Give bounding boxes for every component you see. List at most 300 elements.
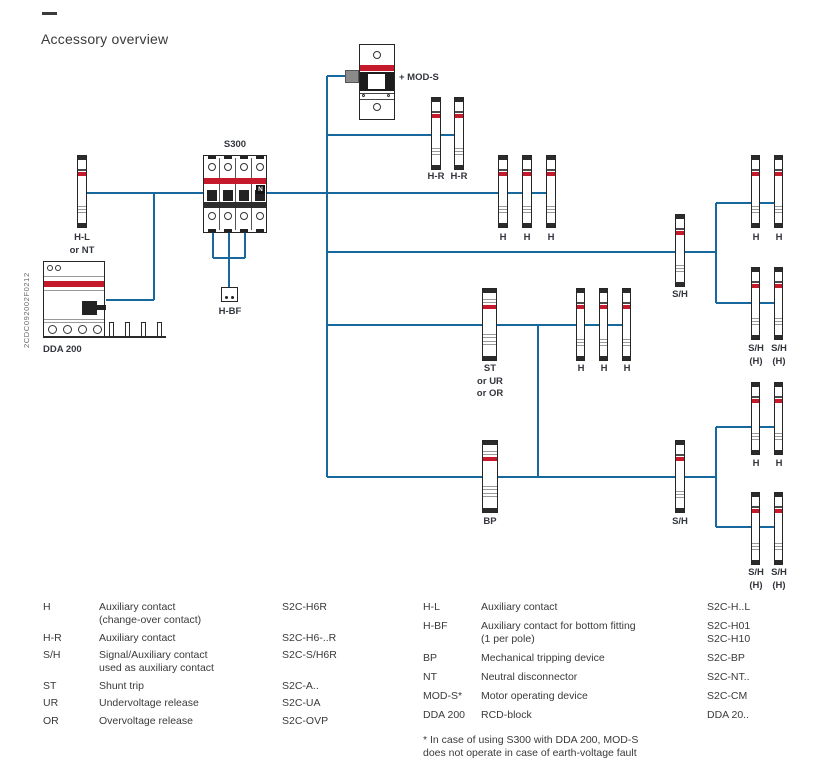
node-label (70, 232, 95, 257)
module-mark (577, 345, 584, 346)
dda-toggle (82, 301, 97, 315)
module-mark (775, 281, 782, 283)
module-mark (752, 324, 759, 325)
module-mark (455, 148, 463, 149)
dda-busbar-pin (109, 322, 114, 337)
legend-row (423, 620, 803, 646)
module-mark (523, 172, 531, 176)
node-label-line: H-L (74, 232, 90, 243)
module-mark (432, 154, 440, 155)
module-mark (483, 451, 497, 452)
module-bottom-cap (547, 223, 555, 227)
legend-description (481, 671, 707, 684)
node-label-line: H (623, 363, 631, 374)
legend-term-text: DDA 200 (423, 709, 466, 721)
legend-description-line: Motor operating device (481, 690, 588, 702)
legend-row (43, 601, 383, 627)
module-bottom-cap (577, 356, 584, 360)
legend-code-line: S2C-H10 (707, 633, 751, 645)
module-mark (78, 172, 86, 176)
s300-mid-bar (204, 202, 266, 208)
module-mark (483, 493, 497, 494)
s300-divider (251, 158, 252, 230)
dda-screw (47, 265, 53, 271)
legend-term-text: H-BF (423, 620, 448, 632)
node-label (428, 171, 445, 184)
node-label (776, 458, 783, 471)
module-bottom-cap (523, 223, 531, 227)
module-top-cap (752, 156, 759, 160)
module-mark (752, 209, 759, 210)
module-mark (775, 546, 782, 547)
module-mark (775, 212, 782, 213)
dda-busbar-pin (157, 322, 162, 337)
module-mark (676, 454, 684, 456)
module-top-cap (483, 289, 496, 293)
module-mark (78, 206, 86, 207)
module-mark (775, 436, 782, 437)
legend-code (282, 649, 383, 675)
module-top-cap (752, 268, 759, 272)
dda-busbar-pin (125, 322, 130, 337)
legend-description-line: Neutral disconnector (481, 671, 578, 683)
module-mark (623, 305, 630, 309)
legend-term (43, 697, 99, 710)
s300-breaker (203, 155, 267, 233)
node-label (477, 363, 503, 401)
node-label-line: H-R (450, 171, 468, 182)
s300-terminal-top (256, 156, 264, 159)
legend-term (423, 620, 481, 646)
legend-term-text: H (43, 601, 51, 613)
mod-s-screw-bottom (373, 103, 381, 111)
module-top-cap (78, 156, 86, 160)
legend-code (707, 601, 803, 614)
legend-term-text: NT (423, 671, 437, 683)
legend-row (423, 690, 803, 703)
node-label (500, 232, 507, 245)
node-label-line: H-R (427, 171, 445, 182)
legend-term (423, 652, 481, 665)
accessory-module (498, 155, 508, 228)
dda-terminal (93, 325, 102, 334)
module-mark (483, 341, 496, 342)
accessory-module (751, 155, 760, 228)
module-mark (499, 172, 507, 176)
mod-s-rail-dot (387, 94, 390, 97)
s300-terminal-bottom (208, 229, 216, 232)
module-mark (547, 206, 555, 207)
legend-description-line: Mechanical tripping device (481, 652, 605, 664)
module-mark (752, 396, 759, 398)
legend-term-text: H-R (43, 631, 62, 644)
dda-line (44, 322, 104, 323)
module-mark (775, 284, 782, 288)
legend-code-line: S2C-CM (707, 690, 748, 702)
module-bottom-cap (752, 223, 759, 227)
node-label-line: H (499, 232, 507, 243)
legend-footnote (423, 734, 803, 760)
accessory-module (522, 155, 532, 228)
node-label-line: S300 (223, 139, 247, 150)
s300-screw-bottom (240, 212, 248, 220)
legend-term-text: BP (423, 652, 438, 664)
dda-busbar-rail (43, 336, 166, 338)
legend-row (43, 680, 383, 693)
module-mark (623, 345, 630, 346)
node-label-line: H-BF (218, 306, 242, 317)
accessory-module (675, 214, 685, 287)
legend-code (282, 715, 383, 728)
accessory-module (751, 382, 760, 455)
module-mark (483, 496, 497, 497)
accessory-module (751, 267, 760, 340)
node-label-line: S/H (748, 343, 764, 354)
legend-description-line: Shunt trip (99, 679, 144, 692)
module-mark (775, 399, 782, 403)
module-mark (775, 433, 782, 434)
module-mark (775, 439, 782, 440)
module-mark (752, 399, 759, 403)
node-label-line: H (752, 232, 760, 243)
module-mark (432, 114, 440, 118)
h-bf-contact (221, 287, 238, 302)
accessory-module (675, 440, 685, 513)
legend-code (282, 697, 383, 710)
module-mark (775, 324, 782, 325)
legend-row (423, 601, 803, 614)
module-mark (775, 209, 782, 210)
legend-code (707, 709, 803, 722)
module-bottom-cap (483, 508, 497, 512)
module-mark (523, 209, 531, 210)
dda200-rcd-block (43, 261, 105, 337)
legend-term (43, 649, 99, 675)
legend-code-line: S2C-A.. (282, 679, 319, 692)
module-mark (676, 265, 684, 266)
mod-s-device (359, 44, 395, 120)
legend-term (43, 680, 99, 693)
module-top-cap (752, 493, 759, 497)
accessory-module (599, 288, 608, 361)
dda-line (44, 319, 104, 320)
module-mark (752, 281, 759, 283)
s300-terminal-bottom (256, 229, 264, 232)
module-mark (775, 169, 782, 171)
module-top-cap (499, 156, 507, 160)
accessory-module (622, 288, 631, 361)
module-mark (752, 546, 759, 547)
legend-term-text: H-L (423, 601, 440, 613)
module-mark (752, 212, 759, 213)
module-mark (483, 305, 496, 309)
legend-description (481, 601, 707, 614)
node-label-line: S/H (748, 567, 764, 578)
legend-row (43, 632, 383, 645)
module-mark (676, 231, 684, 235)
module-mark (775, 543, 782, 544)
module-top-cap (676, 441, 684, 445)
module-bottom-cap (676, 508, 684, 512)
module-mark (623, 302, 630, 304)
module-top-cap (523, 156, 531, 160)
legend-description (481, 690, 707, 703)
legend-term-text: ST (43, 679, 57, 692)
module-mark (752, 506, 759, 508)
accessory-module (576, 288, 585, 361)
module-top-cap (775, 156, 782, 160)
node-label-line: S/H (672, 516, 688, 527)
module-bottom-cap (752, 560, 759, 564)
mod-s-red-band (360, 65, 394, 71)
node-label (748, 343, 764, 368)
dda-red-stripe (44, 281, 104, 287)
legend-code-line: S2C-H6-..R (282, 631, 337, 644)
s300-divider (219, 158, 220, 230)
accessory-module (546, 155, 556, 228)
module-mark (676, 497, 684, 498)
dda-busbar-pin (141, 322, 146, 337)
legend-right-column (423, 601, 803, 760)
accessory-module (751, 492, 760, 565)
module-mark (78, 169, 86, 171)
module-mark (752, 318, 759, 319)
accessory-module (774, 492, 783, 565)
module-mark (752, 172, 759, 176)
module-mark (600, 342, 607, 343)
legend-description (99, 649, 282, 675)
legend-description (481, 652, 707, 665)
document-code-vertical: 2CDC092002F0212 (22, 272, 31, 348)
module-bottom-cap (752, 335, 759, 339)
node-label (524, 232, 531, 245)
legend-code-line: DDA 20.. (707, 709, 750, 721)
module-mark (752, 321, 759, 322)
node-label (748, 567, 764, 592)
module-mark (623, 339, 630, 340)
module-top-cap (775, 493, 782, 497)
module-bottom-cap (775, 335, 782, 339)
module-bottom-cap (623, 356, 630, 360)
node-label (601, 363, 608, 376)
h-bf-dot (225, 296, 228, 299)
dda-terminal (63, 325, 72, 334)
node-label-line: or OR (476, 388, 504, 399)
module-mark (775, 509, 782, 513)
legend-code-line: S2C-H01 (707, 620, 751, 632)
module-mark (483, 489, 497, 490)
module-bottom-cap (752, 450, 759, 454)
module-mark (455, 151, 463, 152)
legend-code (282, 632, 383, 645)
node-label (483, 516, 496, 529)
accessory-module (774, 267, 783, 340)
module-mark (547, 169, 555, 171)
module-mark (78, 212, 86, 213)
module-mark (775, 506, 782, 508)
legend-description-line: Overvoltage release (99, 714, 193, 727)
module-top-cap (483, 441, 497, 445)
dda-terminal (78, 325, 87, 334)
s300-red-band (204, 178, 266, 184)
module-mark (483, 344, 496, 345)
node-label (776, 232, 783, 245)
node-label-line: (H) (772, 579, 786, 591)
dda-line (44, 290, 104, 291)
s300-terminal-top (208, 156, 216, 159)
module-top-cap (775, 383, 782, 387)
legend-description-line: Auxiliary contact (99, 631, 176, 644)
module-top-cap (600, 289, 607, 293)
module-bottom-cap (600, 356, 607, 360)
legend-description-line: Auxiliary contact (481, 601, 558, 613)
module-bottom-cap (775, 450, 782, 454)
module-mark (577, 302, 584, 304)
legend-code (282, 601, 383, 627)
dda-line (44, 276, 104, 277)
module-mark (432, 111, 440, 113)
module-mark (600, 345, 607, 346)
legend-code-line: S2C-BP (707, 652, 745, 664)
legend-code-line: S2C-OVP (282, 714, 329, 727)
module-bottom-cap (676, 282, 684, 286)
s300-screw-bottom (224, 212, 232, 220)
module-mark (523, 212, 531, 213)
module-bottom-cap (499, 223, 507, 227)
dda-toggle-tab (97, 305, 106, 310)
module-top-cap (432, 98, 440, 102)
module-mark (752, 433, 759, 434)
node-label-line: H (577, 363, 585, 374)
s300-screw-bottom (256, 212, 264, 220)
node-label-line: BP (483, 516, 497, 527)
module-mark (547, 209, 555, 210)
legend-footnote-line: does not operate in case of earth-voltage fault (423, 747, 637, 759)
module-mark (752, 284, 759, 288)
legend-description (99, 715, 282, 728)
node-label (753, 232, 760, 245)
mod-s-connector (345, 70, 359, 83)
module-mark (547, 212, 555, 213)
module-mark (600, 339, 607, 340)
module-mark (78, 209, 86, 210)
mod-s-rail-dot (362, 94, 365, 97)
accessory-module (454, 97, 464, 170)
legend-row (423, 709, 803, 722)
module-top-cap (547, 156, 555, 160)
module-mark (523, 206, 531, 207)
module-top-cap (775, 268, 782, 272)
legend-code (707, 620, 803, 646)
module-mark (676, 271, 684, 272)
module-mark (432, 151, 440, 152)
node-label (672, 516, 688, 529)
module-top-cap (623, 289, 630, 293)
h-bf-dot (231, 296, 234, 299)
legend-description-line: (change-over contact) (99, 614, 202, 626)
dda-terminal (48, 325, 57, 334)
module-mark (577, 339, 584, 340)
legend-description-line: Auxiliary contact for bottom fitting (481, 620, 636, 632)
module-mark (752, 169, 759, 171)
legend-term-text: MOD-S* (423, 690, 463, 702)
s300-screw-top (224, 163, 232, 171)
module-mark (455, 154, 463, 155)
module-mark (499, 209, 507, 210)
module-mark (455, 111, 463, 113)
module-mark (577, 305, 584, 309)
node-label (771, 567, 787, 592)
module-mark (483, 486, 497, 487)
legend-term-text: OR (43, 714, 59, 727)
s300-divider (235, 158, 236, 230)
legend-row (423, 652, 803, 665)
node-label-line: + MOD-S (399, 72, 439, 83)
module-mark (600, 305, 607, 309)
legend-term (423, 709, 481, 722)
node-label-line: S/H (672, 289, 688, 300)
node-label-line: ST (483, 363, 497, 374)
module-mark (676, 494, 684, 495)
legend-description (99, 601, 282, 627)
module-mark (676, 228, 684, 230)
module-mark (775, 396, 782, 398)
module-bottom-cap (432, 165, 440, 169)
module-top-cap (577, 289, 584, 293)
legend-term (423, 671, 481, 684)
node-label (672, 289, 688, 302)
legend-code (707, 671, 803, 684)
legend-row (43, 697, 383, 710)
node-label-line: H (775, 232, 783, 243)
node-label (451, 171, 468, 184)
module-top-cap (752, 383, 759, 387)
accessory-module (482, 440, 498, 513)
legend-description (481, 620, 707, 646)
dda-screw (55, 265, 61, 271)
node-label-line: H (752, 458, 760, 469)
node-label-line: DDA 200 (43, 344, 82, 355)
s300-screw-top (208, 163, 216, 171)
legend-code-line: S2C-S/H6R (282, 649, 337, 661)
accessory-module (774, 155, 783, 228)
accessory-module (431, 97, 441, 170)
legend-description (99, 680, 282, 693)
legend-row (43, 649, 383, 675)
node-label (548, 232, 555, 245)
node-label-line: H (547, 232, 555, 243)
module-mark (577, 342, 584, 343)
legend-left-column (43, 601, 383, 732)
legend-code-line: S2C-UA (282, 697, 321, 709)
s300-terminal-bottom (240, 229, 248, 232)
module-bottom-cap (455, 165, 463, 169)
node-label-line: (H) (772, 355, 786, 367)
module-mark (483, 302, 496, 303)
module-mark (775, 318, 782, 319)
module-mark (483, 454, 497, 455)
legend-description-line: Auxiliary contact (99, 601, 176, 613)
module-mark (483, 457, 497, 461)
module-mark (432, 148, 440, 149)
node-label (219, 306, 242, 319)
legend-description-line: used as auxiliary contact (99, 662, 214, 674)
legend-description-line: Undervoltage release (99, 697, 199, 709)
legend-term (423, 601, 481, 614)
module-mark (752, 206, 759, 207)
legend-code-line: S2C-H..L (707, 601, 751, 613)
node-label-line: or UR (477, 375, 503, 387)
